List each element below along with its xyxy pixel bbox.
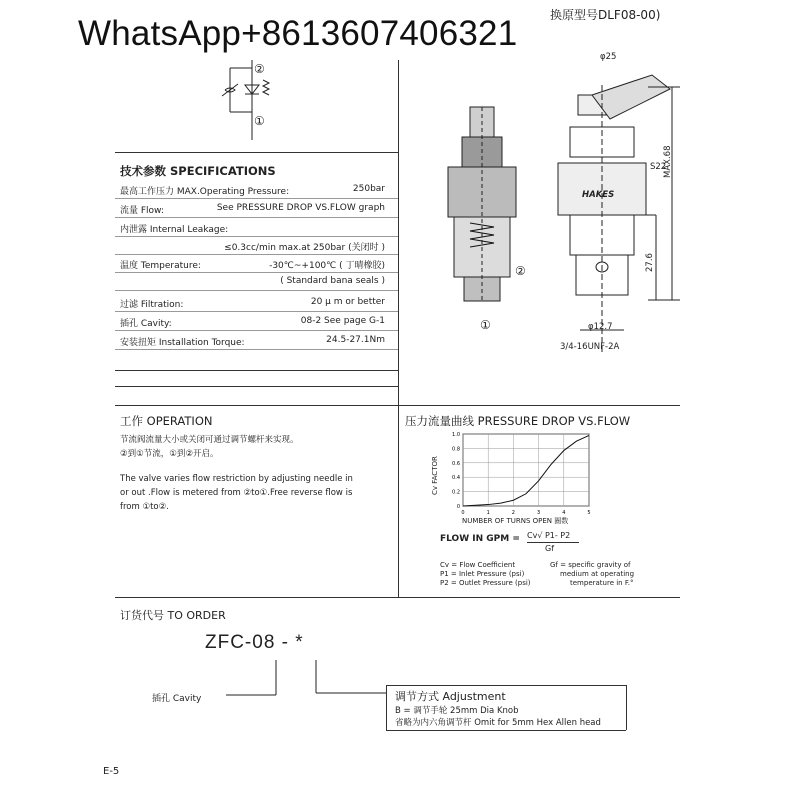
order-leaders bbox=[200, 655, 400, 705]
chart-x-tick: 3 bbox=[537, 510, 541, 516]
knob-diameter-label: φ25 bbox=[600, 52, 617, 62]
section-view bbox=[448, 107, 516, 301]
frame-divider bbox=[115, 152, 398, 153]
chart-y-tick: 0.8 bbox=[452, 446, 460, 453]
spec-value: 20 μ m or better bbox=[310, 297, 385, 307]
spec-label: 安装扭矩 Installation Torque: bbox=[120, 338, 245, 348]
operation-cn-1: 节流阀流量大小或关闭可通过调节螺杆来实现。 bbox=[120, 435, 299, 445]
legend-p2: P2 = Outlet Pressure (psi) bbox=[440, 579, 531, 587]
operation-en-3: from ①to②. bbox=[120, 502, 169, 512]
cv-chart bbox=[425, 428, 595, 528]
spec-value: -30℃~+100℃ ( 丁晴橡胶) bbox=[269, 261, 385, 271]
chart-x-tick: 4 bbox=[562, 510, 566, 516]
operation-cn-2: ②到①节流，①到②开启。 bbox=[120, 449, 219, 459]
chart-x-tick: 2 bbox=[511, 510, 515, 516]
drawing-port-1: ① bbox=[480, 318, 491, 332]
spec-label: 内泄露 Internal Leakage: bbox=[120, 225, 229, 235]
pressure-title: 压力流量曲线 PRESSURE DROP VS.FLOW bbox=[405, 414, 631, 428]
chart-x-label: NUMBER OF TURNS OPEN 圈数 bbox=[462, 517, 569, 525]
chart-y-tick: 0.6 bbox=[452, 460, 460, 467]
symbol-port-1: ① bbox=[254, 114, 265, 128]
spec-label: 过滤 Filtration: bbox=[120, 300, 184, 310]
spec-row-divider bbox=[115, 311, 398, 312]
frame-divider bbox=[115, 370, 398, 371]
hex-size-label: S22 bbox=[650, 162, 667, 172]
cartridge-drawing bbox=[420, 55, 700, 385]
brand-label: HAKES bbox=[582, 190, 615, 200]
chart-x-tick: 5 bbox=[587, 510, 591, 516]
formula-label: FLOW IN GPM = bbox=[440, 534, 520, 544]
adjustment-option-b: B = 调节手轮 25mm Dia Knob bbox=[395, 706, 519, 716]
chart-frame bbox=[463, 434, 589, 506]
spec-value: ≤0.3cc/min max.at 250bar (关闭时 ) bbox=[224, 243, 385, 253]
spec-value: 08-2 See page G-1 bbox=[300, 316, 385, 326]
valve-symbol bbox=[205, 60, 295, 140]
formula-fraction-bar bbox=[527, 542, 579, 543]
legend-gf-2: medium at operating bbox=[560, 570, 635, 578]
spec-row-divider bbox=[115, 290, 398, 291]
spec-row-divider bbox=[115, 217, 398, 218]
adjustment-title: 调节方式 Adjustment bbox=[395, 690, 506, 703]
order-code: ZFC-08 - * bbox=[205, 632, 304, 653]
watermark-text: WhatsApp+8613607406321 bbox=[78, 14, 518, 53]
thread-label: 3/4-16UNF-2A bbox=[560, 342, 620, 352]
page-number: E-5 bbox=[103, 766, 120, 777]
spec-value: ( Standard bana seals ) bbox=[280, 276, 385, 286]
spec-row-divider bbox=[115, 330, 398, 331]
cross-reference: 换原型号DLF08-00) bbox=[550, 8, 661, 22]
adjustment-box-bottom bbox=[386, 730, 626, 731]
chart-series-line bbox=[463, 435, 589, 506]
legend-p1: P1 = Inlet Pressure (psi) bbox=[440, 570, 525, 578]
spec-row-divider bbox=[115, 198, 398, 199]
adjustment-option-omit: 省略为内六角调节杆 Omit for 5mm Hex Allen head bbox=[395, 718, 601, 728]
frame-divider bbox=[398, 405, 399, 597]
max-length-label: MAX.68 bbox=[663, 145, 673, 178]
legend-gf-3: temperature in F.° bbox=[570, 579, 634, 587]
spec-row-divider bbox=[115, 349, 398, 350]
operation-en-2: or out .Flow is metered from ②to①.Free reverse flow is bbox=[120, 488, 353, 498]
order-cavity-label: 插孔 Cavity bbox=[152, 694, 202, 704]
frame-divider bbox=[115, 405, 680, 406]
legend-cv: Cv = Flow Coefficient bbox=[440, 561, 516, 569]
spec-value: 24.5-27.1Nm bbox=[326, 335, 385, 345]
spec-value: 250bar bbox=[352, 184, 385, 194]
symbol-port-2: ② bbox=[254, 62, 265, 76]
body-diameter-label: φ12.7 bbox=[588, 322, 613, 332]
chart-y-label: Cv FACTOR bbox=[431, 456, 439, 495]
operation-title: 工作 OPERATION bbox=[120, 414, 213, 428]
frame-divider bbox=[115, 386, 398, 387]
chart-y-tick: 1.0 bbox=[452, 432, 460, 438]
chart-y-tick: 0.2 bbox=[452, 489, 460, 496]
order-title: 订货代号 TO ORDER bbox=[120, 609, 226, 622]
chart-y-tick: 0 bbox=[456, 504, 460, 510]
spec-row-divider bbox=[115, 236, 398, 237]
spec-label: 温度 Temperature: bbox=[120, 261, 201, 271]
frame-divider bbox=[115, 597, 680, 598]
spec-label: 流量 Flow: bbox=[120, 206, 164, 216]
spec-label: 插孔 Cavity: bbox=[120, 319, 172, 329]
spec-value: See PRESSURE DROP VS.FLOW graph bbox=[216, 203, 385, 213]
operation-en-1: The valve varies flow restriction by adjusting needle in bbox=[120, 474, 353, 484]
frame-divider bbox=[398, 60, 399, 405]
formula-numerator: Cv√ P1- P2 bbox=[527, 531, 571, 540]
adjustment-box-right bbox=[626, 685, 627, 730]
spec-row-divider bbox=[115, 272, 398, 273]
adjustment-box-left bbox=[386, 685, 387, 730]
length-label: 27.6 bbox=[645, 253, 655, 272]
spec-label: 最高工作压力 MAX.Operating Pressure: bbox=[120, 187, 290, 197]
chart-y-tick: 0.4 bbox=[452, 475, 460, 482]
drawing-port-2: ② bbox=[515, 264, 526, 278]
formula-denominator: Gf bbox=[545, 544, 555, 553]
external-view bbox=[558, 75, 680, 355]
legend-gf-1: Gf = specific gravity of bbox=[550, 561, 631, 569]
adjustment-box-top bbox=[386, 685, 626, 686]
chart-x-tick: 0 bbox=[461, 510, 465, 516]
specifications-title: 技术参数 SPECIFICATIONS bbox=[120, 164, 276, 178]
spec-row-divider bbox=[115, 254, 398, 255]
chart-x-tick: 1 bbox=[486, 510, 490, 516]
